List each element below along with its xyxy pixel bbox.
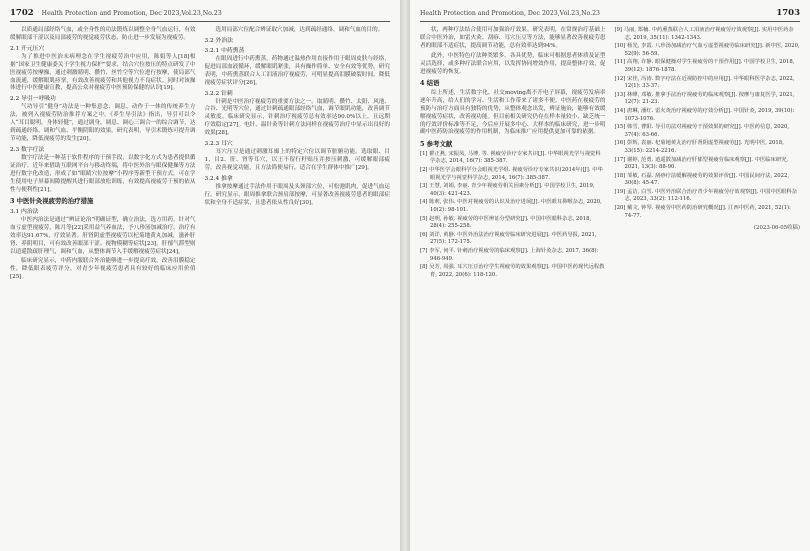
right-column-2 [615,27,801,280]
left-page [0,0,400,551]
paragraph: 以质通局部经络气血，或全身性的功法锻炼以调整全身气血运行，有效缓解眼部干涩以及局部疲劳的视觉疲劳状态，防止进一步发展为视疲劳。 [10,27,196,41]
paragraph: 针刺是中医治疗视疲劳的重要方法之一。取睛明、攒竹、太阳、风池、合谷、光明等穴位，通过针刺疏通眼部经络气血，调节眼肌功能，改善调节灵敏度。临床研究显示，针刺治疗视疲劳总有效率达90.0%以上，且远期疗效稳定[27]。电针、温针灸等针刺方法同样在视疲劳治疗中显示出良好的效果[28]。 [204,98,390,137]
reference-item: [10] 杨光, 李霞. 八珍汤加减治疗气血亏虚型视疲劳临床研究[J]. 新中医, 2020, 52(9): 56-59. [614,43,800,57]
paragraph: 数字疗法是一种基于软件程序的干预手段，以数字化方式为患者提供循证治疗。近年来借助互联网平台与移动终端，将中医外治与眼保健操等方法进行数字化改造，形成了如“眼睛穴位按摩”小程序等新型干预方式，可在学生使用电子屏幕间隙提醒其进行眼部放松训练，有效提高视疲劳干预的依从性与便利性[21]。 [10,154,196,193]
paragraph: 耳穴压豆是通过刺激耳廓上的特定穴位以调节脏腑功能。选取眼、目1、目2、肝、肾等耳穴，以王不留行籽贴压并按压刺激，可缓解眼部疲劳，改善视觉功能，且方法简便易行，适合在学生群体中推广[29]。 [204,149,390,171]
section-heading: 2.2 导引一呼吸功 [10,96,56,103]
paragraph: 推拿按摩通过手法作用于眼周及头颈部穴位，可松弛肌肉，促进气血运行。研究显示，眼周推拿联合颈肩部按摩，可显著改善视疲劳患者的眼部症状和全身不适症状，且患者依从性良好[30]。 [204,183,390,206]
reference-item: [9] 马丽, 郑楠. 中药熏蒸联合人工泪液治疗视疲劳疗效观察[J]. 实用中医药杂志, 2019, 35(11): 1342-1343. [614,27,794,41]
section-heading: 3.1 内治法 [10,208,39,215]
reference-item: [13] 林峰, 邓敏. 推拿手法治疗视疲劳的临床观察[J]. 按摩与康复医学, 2021, 12(7): 21-23. [614,91,795,106]
paragraph: 选用局部穴位配合辨证取穴加减，达到疏经通络、调和气血的目的。 [215,27,384,33]
right-column-1 [420,27,606,280]
reference-item: [18] 邹敏, 石磊. 刮痧疗法缓解视疲劳的效果评价[J]. 中国民间疗法, 2022, 30(8): 45-47. [614,172,790,187]
section-heading: 2.1 开元压穴 [10,45,45,52]
section-heading: 2.3 数字疗法 [10,146,45,153]
right-column-1-body [420,27,606,149]
section-heading: 3 中医针灸视疲劳的治疗措施 [10,197,94,206]
reference-item: [2] 中华医学会眼科学分会眼视光学组. 视疲劳诊疗专家共识(2014年)[J]. 中华眼视光学与视觉科学杂志, 2014, 16(7): 385-387. [420,167,603,181]
right-header-journal: Health Protection and Promotion, Dec 2023,Vol.23,No.23 [420,9,600,17]
paragraph: 中医内治法是通过“辨证论治”明确证型，确立治法，选方用药。针对气血亏虚型视疲劳，陈月等[22]采用益气养血法，予八珍汤加减治疗，治疗有效率达91.67%，疗效显著。肝肾阴虚型视疲劳以杞菊地黄丸加减，滋补肝肾、养阴明目，可有效改善眼部干涩、视物模糊等症状[23]。肝郁气滞型则以逍遥散疏肝理气，调和气血，从整体调节入手缓解视疲劳症状[24]。 [10,216,196,255]
reference-item: [14] 唐琳, 潘红. 雷火灸治疗视疲劳的疗效分析[J]. 中国针灸, 2019, 39(10): 1073-1076. [614,107,795,122]
section-heading: 3.2.2 针刺 [204,90,233,97]
paragraph: 为了推进中医治未病理念在学生视疲劳治中应用，陈娟等人[18]根据“国家卫生健康委关于学生视力保护”要求，结合穴位按压的特点研发了中医视疲劳按摩操，通过刺激睛明、攒竹、丝竹空等穴位进行按摩，使局部气血流通，缓解眼肌痉挛，有效改善视疲劳和其他视力不良症状。同时对该操体进行中医健康宣教，提高公众对视疲劳中医预防保健的认识[19]。 [10,53,196,92]
left-page-number: 1702 [10,8,34,18]
reference-item: [7] 李军, 何平. 针刺治疗视疲劳的临床观察[J]. 上海针灸杂志, 2017, 36(8): 946-949. [420,248,599,262]
reference-item: [1] 瞿正燕, 宋振凤, 马博, 等. 视疲劳诊疗专家共识[J]. 中华眼视光学与视觉科学杂志, 2014, 16(7): 385-387. [420,150,601,165]
reference-item: [5] 赵明, 孙敏. 视疲劳的中医辨证分型研究[J]. 中国中医眼科杂志, 2018, 28(4): 255-258. [420,215,592,230]
reference-item: [16] 彭辉, 袁丽. 杞菊地黄丸治疗肝肾阴虚型视疲劳[J]. 光明中医, 2018, 33(15): 2214-2216. [614,140,784,154]
section-heading: 5 参考文献 [420,140,453,149]
right-page [410,0,810,551]
left-page-header [10,6,390,22]
reference-list-2 [615,27,801,220]
section-heading: 4 结语 [420,79,440,88]
paragraph: 在眼周进行中药熏蒸，药物通过温热作用直接作用于眼周皮肤与经络，促进局部血液循环，缓解眼肌紧张，具有操作简单、安全有效等优势。研究表明，中药熏蒸联合人工泪液治疗视疲劳，可明显提高泪膜破裂时间，降低视疲劳症状评分[26]。 [204,55,390,86]
reference-item: [12] 宋佳, 冯涛. 数字疗法在近视防控中的应用[J]. 中华眼科医学杂志, 2022, 12(1): 33-37. [614,75,795,90]
left-column-2 [205,27,391,284]
paragraph: 此外，中医特色疗法种类繁多，各具优势，临床可根据患者体质及证型灵活选择，或多种疗法联合应用，以发挥协同增效作用，提高整体疗效，促进视疲劳的恢复。 [420,52,606,75]
reference-item: [3] 王慧, 刘娟, 李丽. 青少年视疲劳相关因素分析[J]. 中国学校卫生, 2019, 40(3): 421-423. [420,183,595,197]
reference-item: [15] 韩雪, 曹阳. 导引功法对视疲劳干预效果的研究[J]. 中医药信息, 2020, 37(4): 63-66. [614,124,790,138]
book-gutter [400,0,410,551]
left-column-1 [10,27,196,284]
section-heading: 3.2 外治法 [204,37,233,44]
reference-item: [11] 高翔, 许静. 眼保健操对学生视疲劳的干预作用[J]. 中国学校卫生, 2018, 39(12): 1876-1878. [614,59,795,73]
right-page-number: 1703 [776,8,800,18]
paragraph: 综上所述，生活数字化、社交moving离不开电子屏幕，视疲劳发病率逐年升高，给人们的学习、生活和工作带来了诸多不便。中医药在视疲劳的预防与治疗方面具有独特的优势，从整体观念出发，辨证施治，能够有效缓解视疲劳症状，改善视功能。但目前相关研究仍存在样本量较小、缺乏统一的疗效评价标准等不足，今后应开展多中心、大样本的临床研究，进一步明确中医药防治视疲劳的作用机制，为临床推广应用提供更加可靠的依据。 [420,89,606,136]
reference-item: [20] 戴文, 钟琴. 视疲劳中医药防治研究概况[J]. 江西中医药, 2021, 52(1): 74-77. [614,205,791,219]
reference-item: [8] 吴芳, 周强. 耳穴压豆治疗学生视疲劳的效果观察[J]. 中国中医药现代远程教育, 2022, 20(6): 118-120. [420,264,605,278]
reference-item: [4] 陈莉, 张伟. 中医对视疲劳的认识及治疗进展[J]. 中医眼耳鼻喉杂志, 2020, 10(2): 98-101. [420,199,602,214]
section-heading: 3.2.4 推拿 [204,175,233,182]
paragraph: 状，两种疗法结合使用可加强治疗效果。研究表明，在常规治疗基础上联合中医外治，如雷火灸、刮痧、耳穴压豆等方法，能够显著改善视疲劳患者的眼部不适症状，提高调节功能，总有效率达到94%。 [420,27,606,49]
paragraph: 临床研究显示，中药内服联合外治能够进一步提高疗效，改善泪膜稳定性，降低眼表疲劳评分，对青少年视疲劳患者具有较好的临床应用价值[25]。 [10,258,196,281]
reference-item: [17] 谢婷, 范勇. 逍遥散加减治疗肝郁型视疲劳临床观察[J]. 中医临床研究, 2021, 13(3): 88-90. [614,156,789,171]
paragraph: 气功导引“健身”功法是一种集意念、调息、动作于一体的传统养生方法，被列入视疲劳防治推荐方案之中。《养生导引法》指出，导引可以令人“耳目聪明，身体轻健”，通过调身、调息、调心三调合一的综合调节，达到疏通经络、调和气血、平衡阴阳的效果。研究表明，导引术锻炼可提升调节功能，降低视疲劳的发生[20]。 [10,104,196,142]
left-header-journal: Health Protection and Promotion, Dec 2023,Vol.23,No.23 [41,9,222,17]
section-heading: 3.2.1 中药熏蒸 [204,47,245,54]
reference-item: [6] 刘洋, 黄静. 中医外治法治疗视疲劳临床研究进展[J]. 中医药导报, 2021, 27(5): 172-175. [420,231,597,246]
reference-item: [19] 孟洁, 白雪. 中医外治联合治疗青少年视疲劳疗效观察[J]. 中国中医眼科杂志, 2023, 33(2): 112-116. [614,188,798,203]
right-page-header [420,6,800,22]
reference-list-1 [420,151,606,280]
received-date: (2023-06-05收稿) [753,225,800,232]
section-heading: 3.2.3 耳穴 [204,141,233,148]
